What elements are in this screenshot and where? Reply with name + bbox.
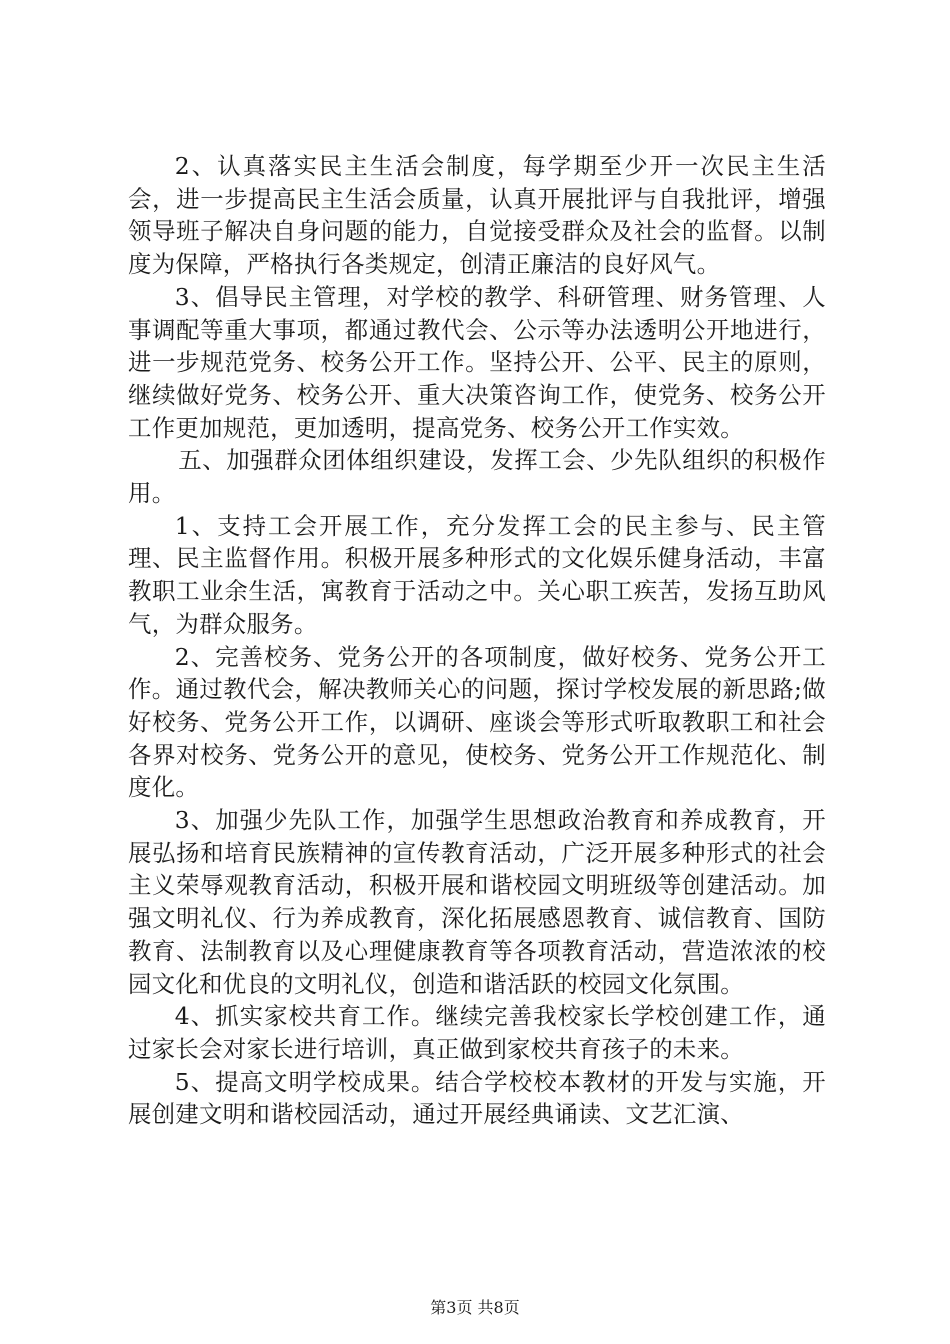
paragraph-item-3-young-pioneers: 3、加强少先队工作，加强学生思想政治教育和养成教育，开展弘扬和培育民族精神的宣传教育活动，广泛开展多种形式的社会主义荣辱观教育活动，积极开展和谐校园文明班级等创建活动。加强文明礼仪、行为养成教育，深化拓展感恩教育、诚信教育、国防教育、法制教育以及心理健康教育等各项教育活动，营造浓浓的校园文化和优良的文明礼仪，创造和谐活跃的校园文化氛围。 bbox=[128, 806, 826, 998]
paragraph-item-2-affairs-disclosure: 2、完善校务、党务公开的各项制度，做好校务、党务公开工作。通过教代会，解决教师关心的问题，探讨学校发展的新思路;做好校务、党务公开工作，以调研、座谈会等形式听取教职工和社会各界对校务、党务公开的意见，使校务、党务公开工作规范化、制度化。 bbox=[128, 642, 826, 802]
paragraph-item-5-civilized-school: 5、提高文明学校成果。结合学校校本教材的开发与实施，开展创建文明和谐校园活动，通过开展经典诵读、文艺汇演、 bbox=[128, 1067, 826, 1129]
document-body bbox=[128, 150, 826, 1131]
paragraph-item-3-democratic-management: 3、倡导民主管理，对学校的教学、科研管理、财务管理、人事调配等重大事项，都通过教代会、公示等办法透明公开地进行，进一步规范党务、校务公开工作。坚持公开、公平、民主的原则，继续做好党务、校务公开、重大决策咨询工作，使党务、校务公开工作更加规范，更加透明，提高党务、校务公开工作实效。 bbox=[128, 282, 826, 442]
paragraph-item-2-democratic-life: 2、认真落实民主生活会制度，每学期至少开一次民主生活会，进一步提高民主生活会质量，认真开展批评与自我批评，增强领导班子解决自身问题的能力，自觉接受群众及社会的监督。以制度为保障，严格执行各类规定，创清正廉洁的良好风气。 bbox=[128, 152, 826, 279]
page-number-footer: 第3页 共8页 bbox=[430, 1298, 520, 1317]
section-heading-five: 五、加强群众团体组织建设，发挥工会、少先队组织的积极作用。 bbox=[128, 446, 826, 508]
paragraph-item-1-union-work: 1、支持工会开展工作，充分发挥工会的民主参与、民主管理、民主监督作用。积极开展多种形式的文化娱乐健身活动，丰富教职工业余生活，寓教育于活动之中。关心职工疾苦，发扬互助风气，为群众服务。 bbox=[128, 511, 826, 638]
paragraph-item-4-home-school: 4、抓实家校共育工作。继续完善我校家长学校创建工作，通过家长会对家长进行培训，真正做到家校共育孩子的未来。 bbox=[128, 1002, 826, 1063]
